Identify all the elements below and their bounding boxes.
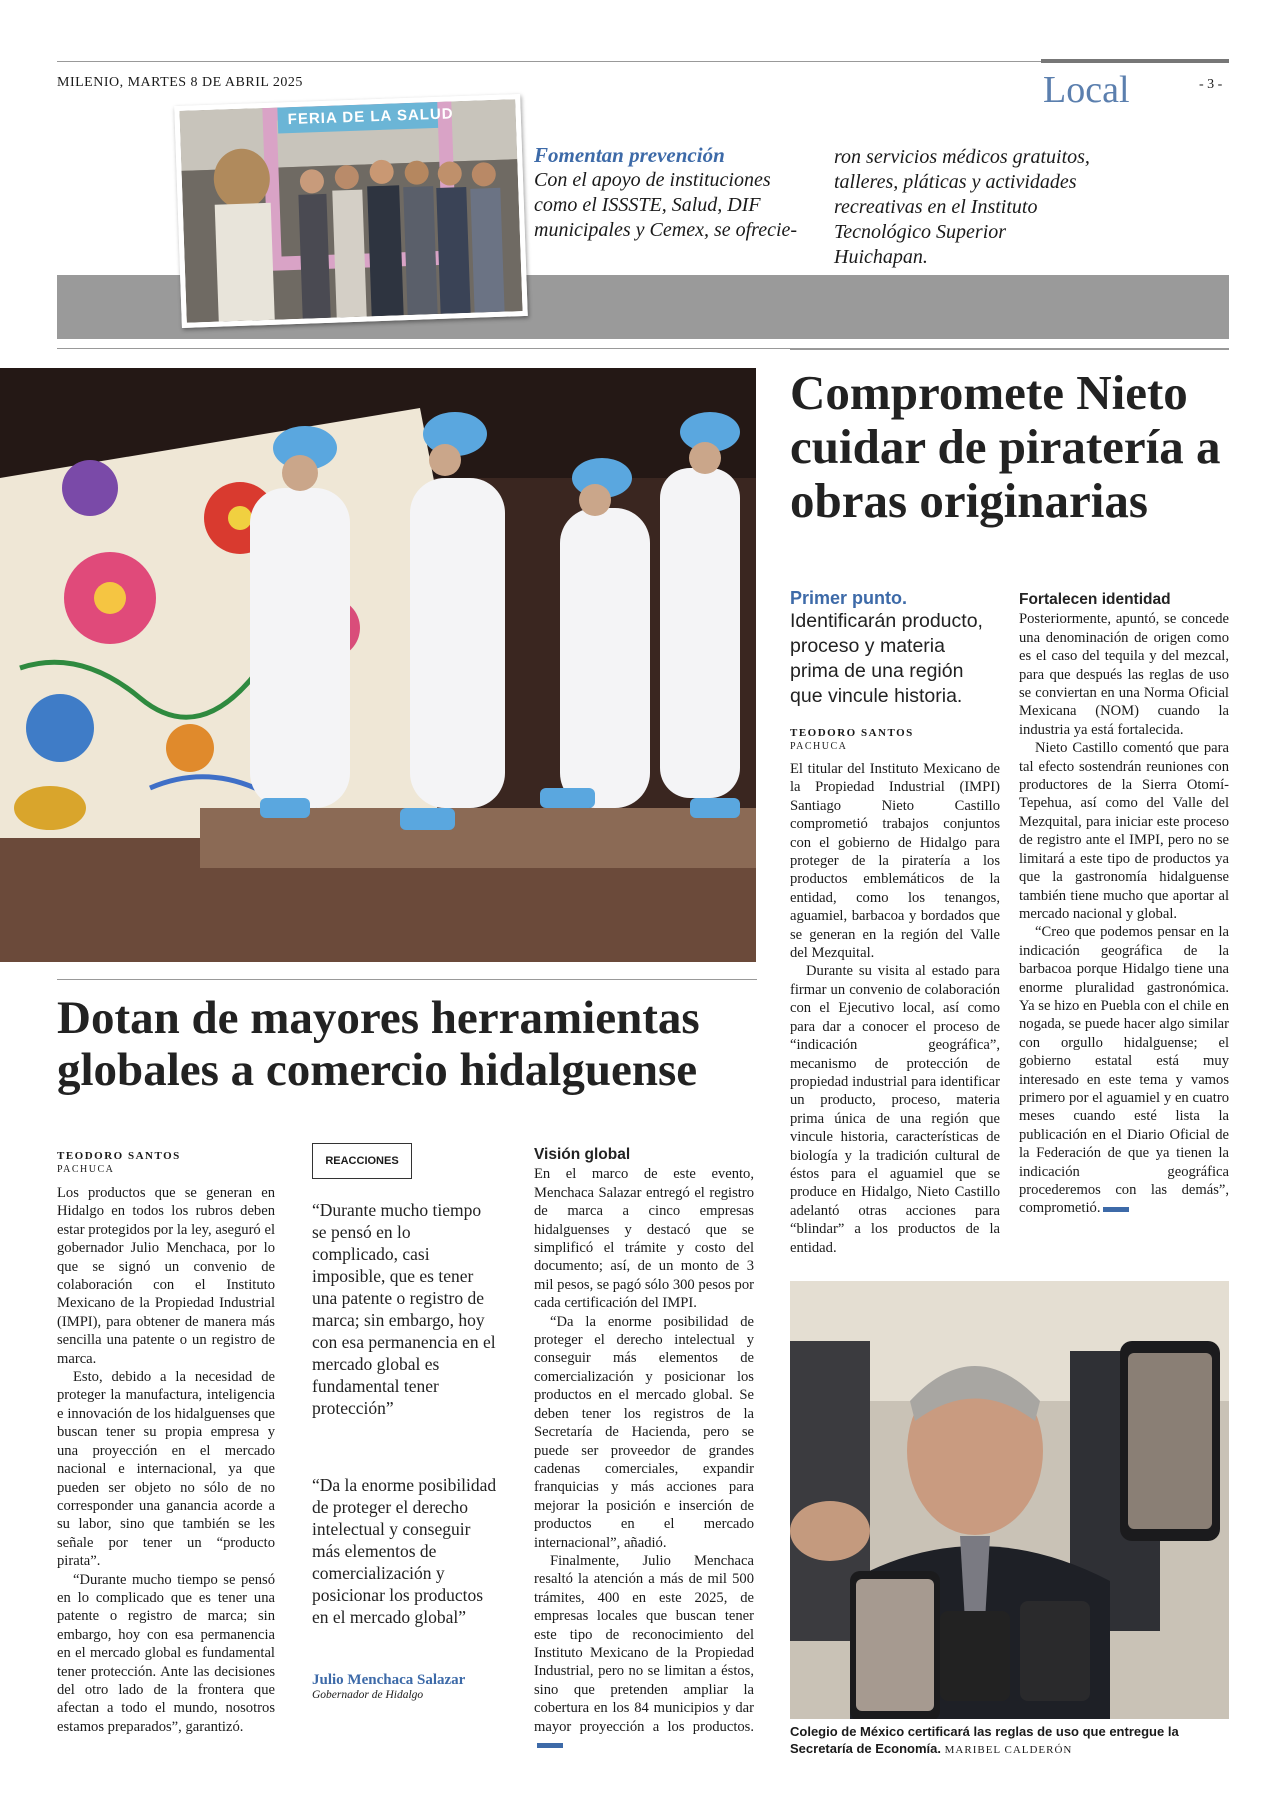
story2-col1 [57,1184,275,1736]
story2-col3 [534,1146,754,1754]
story1-deck-text: Identificarán producto, proceso y materia prima de una región que vincule historia. [790,610,983,707]
photo-credit: MARIBEL CALDERÓN [944,1744,1073,1756]
paragraph: “Durante mucho tiempo se pensó en lo complicado que es tener una patente o registro de marca; sin embargo, hoy con esa permanencia en el mercado global es fundamental tener protección. Ante las decisiones del otro lado de la frontera que afectan a todo el mundo, nosotros estamos preparados”, garantizó. [57,1571,275,1735]
teaser-heading: Fomentan prevención [534,143,725,167]
story2-byline: TEODORO SANTOS [57,1150,181,1162]
quote-author: Julio Menchaca Salazar [312,1672,466,1688]
paragraph: Nieto Castillo comentó que para tal efecto sostendrán reuniones con productores de la Sierra Otomí-Tepehua, así como del Valle del Mezquital, para iniciar este proceso de registro ante el IMPI, pero no se limitará a este tipo de productos ya que la gastronomía hidalguense también tiene mucho que aportar al mercado nacional y global. [1019,740,1229,922]
story1-dateline: PACHUCA [790,741,848,752]
section-title: Local [1043,69,1130,111]
teaser-photo-banner: FERIA DE LA SALUD [287,105,454,129]
mural-photo [0,368,756,962]
teaser-photo [174,94,528,328]
story2-headline: Dotan de mayores herramientas globales a comercio hidalguense [57,992,700,1096]
reactions-box-label: REACCIONES [312,1143,412,1179]
story2-subhead: Visión global [534,1146,631,1163]
paragraph: El titular del Instituto Mexicano de la Propiedad Industrial (IMPI) Santiago Nieto Castillo comprometió trabajos conjuntos con el gobierno de Hidalgo para proteger de la piratería a los productos emblemáticos de la entidad, como los tenangos, aguamiel, barbacoa y bordados que se generan en la región del Valle del Mezquital. [790,761,1000,962]
story1-subhead: Fortalecen identidad [1019,591,1171,608]
nieto-photo [790,1281,1229,1719]
paragraph: Esto, debido a la necesidad de proteger la manufactura, inteligencia e innovación de los hidalguenses que buscan tener su propia empresa y una proyección en el mercado nacional e internacional, ya que pueden ser objeto no sólo de no corresponder una ganancia acorde a su labor, sino que también se les señale por tener un “producto pirata”. [57,1369,275,1570]
story2-dateline: PACHUCA [57,1164,115,1175]
teaser-text-col1: Con el apoyo de instituciones como el ISSSTE, Salud, DIF municipales y Cemex, se ofrecie- [534,169,798,241]
teaser-text-col2: ron servicios médicos gratuitos, talleres, pláticas y actividades recreativas en el Instituto Tecnológico Superior Huichapan. [834,146,1090,268]
story1-headline: Compromete Nieto cuidar de piratería a obras originarias [790,365,1221,528]
paragraph: “Da la enorme posibilidad de proteger el derecho intelectual y conseguir más elementos de comercialización y posicionar los productos en el mercado global. Se deben tener los registros de la Secretaría de Hacienda, pero se puede ser proveedor de grandes cadenas comerciales, expandir franquicias y más acciones para mejorar la posición e inserción de productos en el mercado internacional”, añadió. [534,1313,754,1551]
paragraph: En el marco de este evento, Menchaca Salazar entregó el registro de marca a cinco empresas hidalguenses y destacó que se simplificó el trámite y costo del documento; así, de un monto de 3 mil pesos, se pagó sólo 300 pesos por cada certificación del IMPI. [534,1166,754,1312]
paragraph: Posteriormente, apuntó, se concede una denominación de origen como es el caso del tequila y del mezcal, para que después las reglas de uso se conviertan en una Norma Oficial Mexicana (NOM) cuando la industria ya está fortalecida. [1019,611,1229,738]
story1-deck-label: Primer punto. [790,588,908,608]
reaction-quote-1: “Durante mucho tiempo se pensó en lo complicado, casi imposible, que es tener una patente o registro de marca; sin embargo, hoy con esa permanencia en el mercado global es fundamental tener protección” [312,1200,496,1418]
paragraph: Durante su visita al estado para firmar un convenio de colaboración con el Ejecutivo local, así como para dar a conocer el proceso de “indicación geográfica”, mecanismo de protección de propiedad industrial para identificar un producto, proceso, materia prima única de una región que vincule historia, características de biología y la tradición cultural de éstos para el aguamiel que se produce en Hidalgo, Nieto Castillo adelantó otras acciones para “blindar” a los productos de la entidad. [790,963,1000,1256]
story1-col2 [1019,591,1229,1218]
story1-byline: TEODORO SANTOS [790,727,914,739]
story1-col1 [790,760,1000,1257]
reaction-quote-2: “Da la enorme posibilidad de proteger el derecho intelectual y conseguir más elementos de comercialización y posicionar los productos en el mercado global” [312,1475,497,1627]
paragraph: Los productos que se generan en Hidalgo en todos los rubros deben estar protegidos por la ley, aseguró el gobernador Julio Menchaca, por lo que se signó un convenio de colaboración con el Instituto Mexicano de la Propiedad Industrial (IMPI), para obtener de manera más sencilla una patente o un registro de marca. [57,1185,275,1367]
end-mark [1103,1207,1129,1212]
quote-role: Gobernador de Hidalgo [312,1689,424,1701]
health-fair-photo [179,99,522,323]
paragraph: Finalmente, Julio Menchaca resaltó la atención a más de mil 500 trámites, 400 en este 2025, de empresas locales que buscan tener este tipo de reconocimiento del Instituto Mexicano de la Propiedad Industrial, pero no se limitan a éstos, sino que pretenden ampliar la cobertura en los 84 municipios y dar mayor proyección a los productos. [534,1552,754,1754]
page-number: - 3 - [1199,77,1223,92]
folio-date: MILENIO, MARTES 8 DE ABRIL 2025 [57,75,303,90]
end-mark [537,1743,563,1748]
paragraph: “Creo que podemos pensar en la indicación geográfica de la barbacoa porque Hidalgo tiene una enorme pluralidad gastronómica. Ya se hizo en Puebla con el chile en nogada, se puede hacer algo similar con orgullo hidalguense; el gobierno estatal está muy interesado en este tema y vamos primero por el aguamiel y en cuatro meses cuando esté lista la publicación en el Diario Oficial de la Federación de que ya tienen la indicación geográfica procederemos con las demás”, comprometió. [1019,924,1229,1217]
nieto-photo-caption: Colegio de México certificará las reglas de uso que entregue la Secretaría de Economía. MARIBEL CALDERÓN [790,1724,1179,1756]
